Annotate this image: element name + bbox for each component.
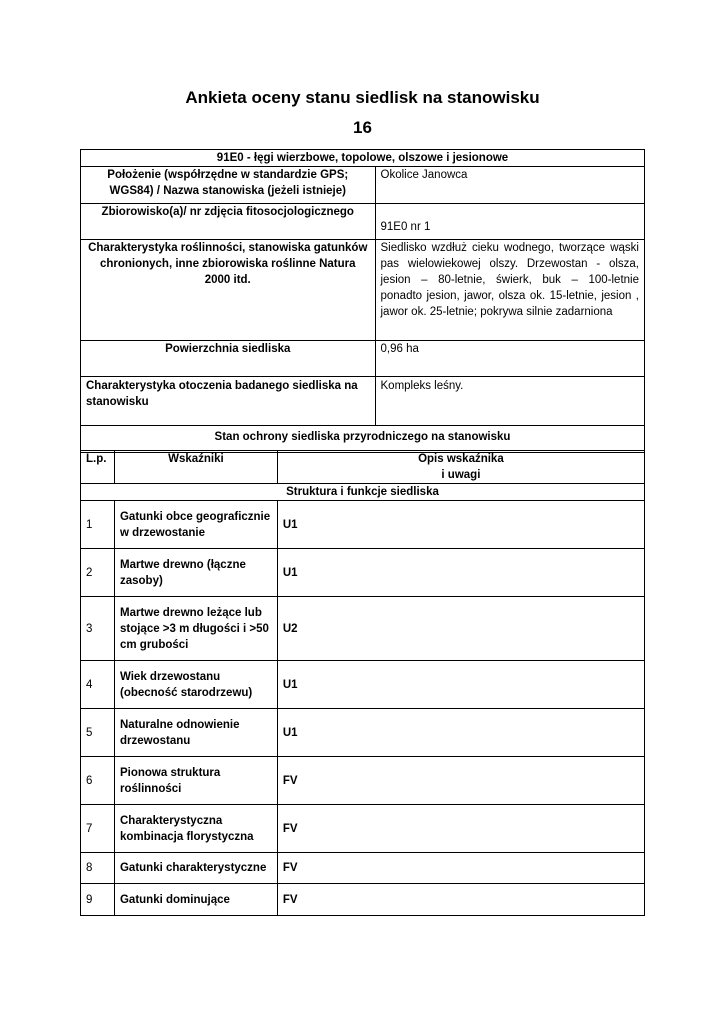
row-number: 9 xyxy=(81,884,115,916)
column-header-description-line1: Opis wskaźnika xyxy=(418,453,504,465)
row-number: 2 xyxy=(81,549,115,597)
vegetation-value: Siedlisko wzdłuż cieku wodnego, tworzące wąski pas wielowiekowej olszy. Drzewostan - olsza, jesion – 80-letnie, świerk, buk – 100-letnie ponadto jesion, jawor, olsza ok. 15-letnie, jesion , jawor ok. 25-letnie; pokrywa silnie zadarniona xyxy=(375,240,645,341)
row-number: 1 xyxy=(81,501,115,549)
column-header-description-line2: i uwagi xyxy=(441,469,481,481)
row-number: 5 xyxy=(81,709,115,757)
indicator-value: U1 xyxy=(277,661,644,709)
column-header-lp: L.p. xyxy=(81,451,115,484)
indicator-value: FV xyxy=(277,884,644,916)
row-number: 6 xyxy=(81,757,115,805)
area-value: 0,96 ha xyxy=(375,341,645,377)
area-label: Powierzchnia siedliska xyxy=(81,341,376,377)
indicator-name: Gatunki dominujące xyxy=(114,884,277,916)
indicator-name: Martwe drewno leżące lub stojące >3 m długości i >50 cm grubości xyxy=(114,597,277,661)
location-label: Położenie (współrzędne w standardzie GPS; WGS84) / Nazwa stanowiska (jeżeli istnieje) xyxy=(81,167,376,204)
indicator-value: U1 xyxy=(277,501,644,549)
community-value: 91E0 nr 1 xyxy=(375,204,645,240)
row-number: 7 xyxy=(81,805,115,853)
indicator-row xyxy=(81,549,645,597)
indicator-value: FV xyxy=(277,853,644,884)
site-number: 16 xyxy=(353,118,372,137)
community-label: Zbiorowisko(a)/ nr zdjęcia fitosocjologicznego xyxy=(81,204,376,240)
surroundings-value: Kompleks leśny. xyxy=(375,377,645,426)
indicator-name: Naturalne odnowienie drzewostanu xyxy=(114,709,277,757)
indicator-value: FV xyxy=(277,805,644,853)
indicator-row xyxy=(81,884,645,916)
indicator-name: Pionowa struktura roślinności xyxy=(114,757,277,805)
indicator-value: U1 xyxy=(277,549,644,597)
section-header: Struktura i funkcje siedliska xyxy=(81,484,645,501)
site-info-table xyxy=(80,149,645,453)
vegetation-label: Charakterystyka roślinności, stanowiska gatunków chronionych, inne zbiorowiska roślinne Natura 2000 itd. xyxy=(81,240,376,341)
indicator-name: Gatunki obce geograficznie w drzewostanie xyxy=(114,501,277,549)
indicators-table xyxy=(80,450,645,916)
row-number: 4 xyxy=(81,661,115,709)
indicator-row xyxy=(81,597,645,661)
assessment-header: Stan ochrony siedliska przyrodniczego na stanowisku xyxy=(81,426,645,453)
indicator-value: U2 xyxy=(277,597,644,661)
row-number: 8 xyxy=(81,853,115,884)
indicator-name: Martwe drewno (łączne zasoby) xyxy=(114,549,277,597)
indicator-name: Charakterystyczna kombinacja florystyczna xyxy=(114,805,277,853)
column-header-indicators: Wskaźniki xyxy=(114,451,277,484)
indicator-row xyxy=(81,757,645,805)
indicator-row xyxy=(81,853,645,884)
indicator-value: FV xyxy=(277,757,644,805)
indicator-value: U1 xyxy=(277,709,644,757)
location-value: Okolice Janowca xyxy=(375,167,645,204)
surroundings-label: Charakterystyka otoczenia badanego siedliska na stanowisku xyxy=(81,377,376,426)
indicator-row xyxy=(81,501,645,549)
row-number: 3 xyxy=(81,597,115,661)
indicator-row xyxy=(81,709,645,757)
column-header-description xyxy=(277,451,644,484)
indicator-name: Gatunki charakterystyczne xyxy=(114,853,277,884)
indicator-row xyxy=(81,805,645,853)
habitat-type: 91E0 - łęgi wierzbowe, topolowe, olszowe i jesionowe xyxy=(81,150,645,167)
indicator-row xyxy=(81,661,645,709)
indicator-name: Wiek drzewostanu (obecność starodrzewu) xyxy=(114,661,277,709)
page-title: Ankieta oceny stanu siedlisk na stanowisku xyxy=(185,88,540,107)
